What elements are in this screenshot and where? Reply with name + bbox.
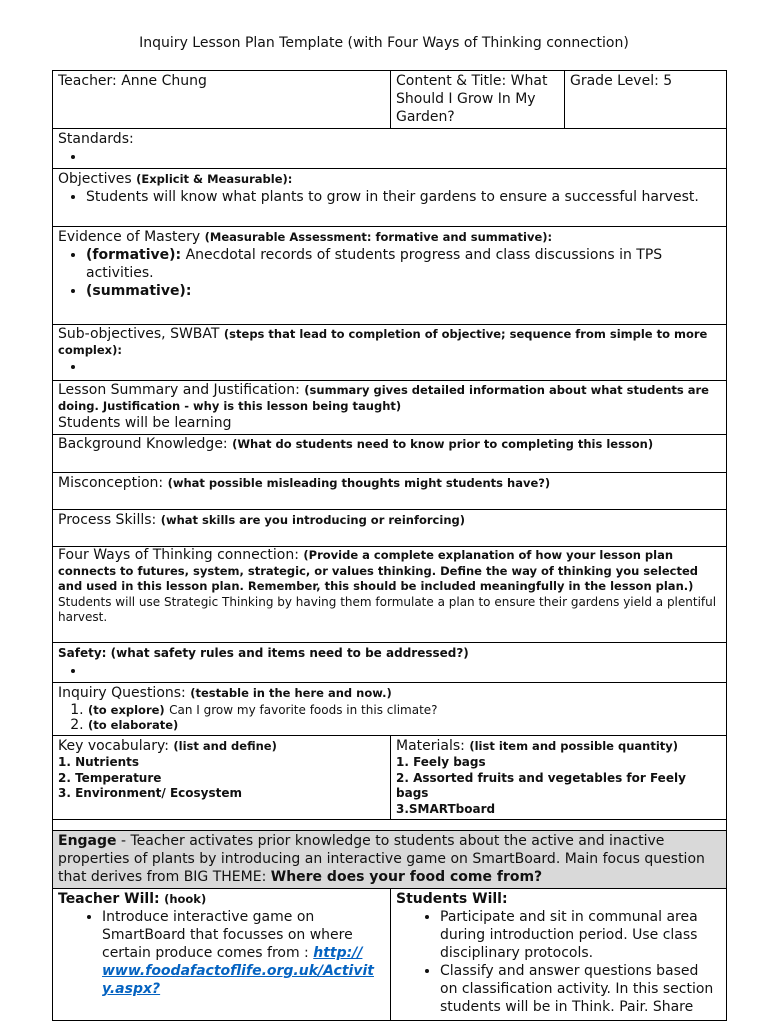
list-item: 1. Feely bags — [396, 755, 486, 769]
materials-label: Materials: — [396, 738, 465, 754]
list-item: • Classify and answer questions based on classification activity. In this section students will be in Think. Pair. Share — [440, 962, 715, 1016]
teacher-will-label: Teacher Will: — [58, 891, 160, 907]
mastery-list — [58, 246, 721, 300]
teacher-students-row — [53, 889, 727, 1021]
objectives-note: (Explicit & Measurable): — [136, 172, 293, 186]
teacher-will-text: Introduce interactive game on SmartBoard that focusses on where certain produce comes from : — [102, 909, 353, 961]
misconception-row — [53, 473, 727, 510]
teacher-cell: Teacher: Anne Chung — [53, 71, 391, 129]
list-item — [88, 702, 721, 718]
subobjectives-list — [58, 358, 721, 376]
grade-level-cell: Grade Level: 5 — [565, 71, 727, 129]
objectives-label: Objectives — [58, 171, 132, 187]
mastery-note: (Measurable Assessment: formative and summative): — [204, 230, 553, 244]
explore-text: Can I grow my favorite foods in this climate? — [169, 703, 438, 717]
teacher-will-list — [58, 908, 385, 998]
teacher-will-note: (hook) — [164, 892, 207, 906]
list-item — [86, 282, 721, 300]
lesson-plan-table — [52, 70, 727, 1021]
process-row — [53, 510, 727, 547]
engage-question: Where does your food come from? — [270, 869, 543, 885]
background-label: Background Knowledge: — [58, 436, 228, 452]
elaborate-label: (to elaborate) — [88, 718, 179, 732]
vocab-materials-row — [53, 736, 727, 820]
objectives-list — [58, 188, 721, 206]
formative-text: Anecdotal records of students progress and class discussions in TPS activities. — [86, 247, 663, 281]
background-note: (What do students need to know prior to completing this lesson) — [232, 437, 654, 451]
standards-row — [53, 129, 727, 169]
activity-link[interactable]: http://www.foodafactoflife.org.uk/Activity.aspx? — [102, 945, 374, 997]
list-item — [102, 908, 375, 998]
document-title: Inquiry Lesson Plan Template (with Four Ways of Thinking connection) — [139, 35, 629, 51]
formative-label: (formative): — [86, 247, 182, 263]
subobjectives-row — [53, 325, 727, 381]
safety-row — [53, 643, 727, 683]
summary-row — [53, 381, 727, 435]
list-item — [86, 662, 721, 680]
vocabulary-cell — [53, 736, 391, 820]
four-ways-text: Students will use Strategic Thinking by having them formulate a plan to ensure their gardens yield a plentiful harvest. — [58, 594, 717, 624]
misconception-label: Misconception: — [58, 475, 164, 491]
four-ways-note: (Provide a complete explanation of how your lesson plan connects to futures, system, strategic, or values thinking. Define the way of thinking you selected and used in this lesson plan. Remember, this should be included meaningfully in the lesson plan.) — [58, 548, 699, 593]
list-item — [88, 718, 721, 733]
engage-text: - Teacher activates prior knowledge to students about the active and inactive properties of plants by introducing an interactive game on SmartBoard. Main focus question that derives from BIG THEME: — [58, 833, 705, 885]
engage-label: Engage — [58, 833, 117, 849]
objectives-row — [53, 169, 727, 227]
four-ways-row — [53, 547, 727, 643]
misconception-note: (what possible misleading thoughts might students have?) — [167, 476, 551, 490]
summary-text: Students will be learning — [58, 415, 232, 431]
vocabulary-label: Key vocabulary: — [58, 738, 169, 754]
students-will-label: Students Will: — [396, 891, 508, 907]
list-item — [86, 246, 721, 282]
standards-list — [58, 148, 721, 166]
list-item: 2. Temperature — [58, 770, 162, 785]
teacher-will-cell — [53, 889, 391, 1021]
materials-cell — [391, 736, 727, 820]
students-will-list — [396, 908, 721, 1016]
list-item: • Participate and sit in communal area during introduction period. Use class disciplinary protocols. — [440, 908, 715, 962]
students-will-cell — [391, 889, 727, 1021]
engage-row — [53, 831, 727, 889]
list-item — [86, 148, 721, 166]
inquiry-row — [53, 683, 727, 736]
process-note: (what skills are you introducing or reinforcing) — [160, 513, 465, 527]
process-label: Process Skills: — [58, 512, 157, 528]
list-item: 3. Environment/ Ecosystem — [58, 786, 242, 800]
inquiry-label: Inquiry Questions: — [58, 685, 186, 701]
standards-label: Standards: — [58, 131, 134, 147]
spacer-row — [53, 820, 727, 831]
vocabulary-note: (list and define) — [173, 739, 277, 753]
header-row — [53, 71, 727, 129]
explore-label: (to explore) — [88, 703, 165, 717]
safety-label: Safety: (what safety rules and items need to be addressed?) — [58, 646, 469, 660]
list-item: • Students will know what plants to grow in their gardens to ensure a successful harvest. — [86, 188, 721, 206]
inquiry-list — [58, 702, 721, 733]
summative-label: (summative): — [86, 283, 192, 299]
background-row — [53, 435, 727, 473]
list-item: 2. Assorted fruits and vegetables for Feely bags — [396, 770, 686, 800]
content-title-cell: Content & Title: What Should I Grow In My Garden? — [391, 71, 565, 129]
safety-list — [58, 662, 721, 680]
mastery-row — [53, 227, 727, 325]
materials-note: (list item and possible quantity) — [469, 739, 679, 753]
list-item: 3.SMARTboard — [396, 801, 496, 816]
summary-note: (summary gives detailed information about what students are doing. Justification - why is this lesson being taught) — [58, 383, 709, 413]
subobjectives-note: (steps that lead to completion of objective; sequence from simple to more complex): — [58, 327, 708, 357]
inquiry-note: (testable in the here and now.) — [190, 686, 392, 700]
list-item: 1. Nutrients — [58, 755, 139, 769]
summary-label: Lesson Summary and Justification: — [58, 382, 300, 398]
list-item — [86, 358, 721, 376]
mastery-label: Evidence of Mastery — [58, 229, 201, 245]
four-ways-label: Four Ways of Thinking connection: — [58, 547, 299, 563]
subobjectives-label: Sub-objectives, SWBAT — [58, 326, 220, 342]
